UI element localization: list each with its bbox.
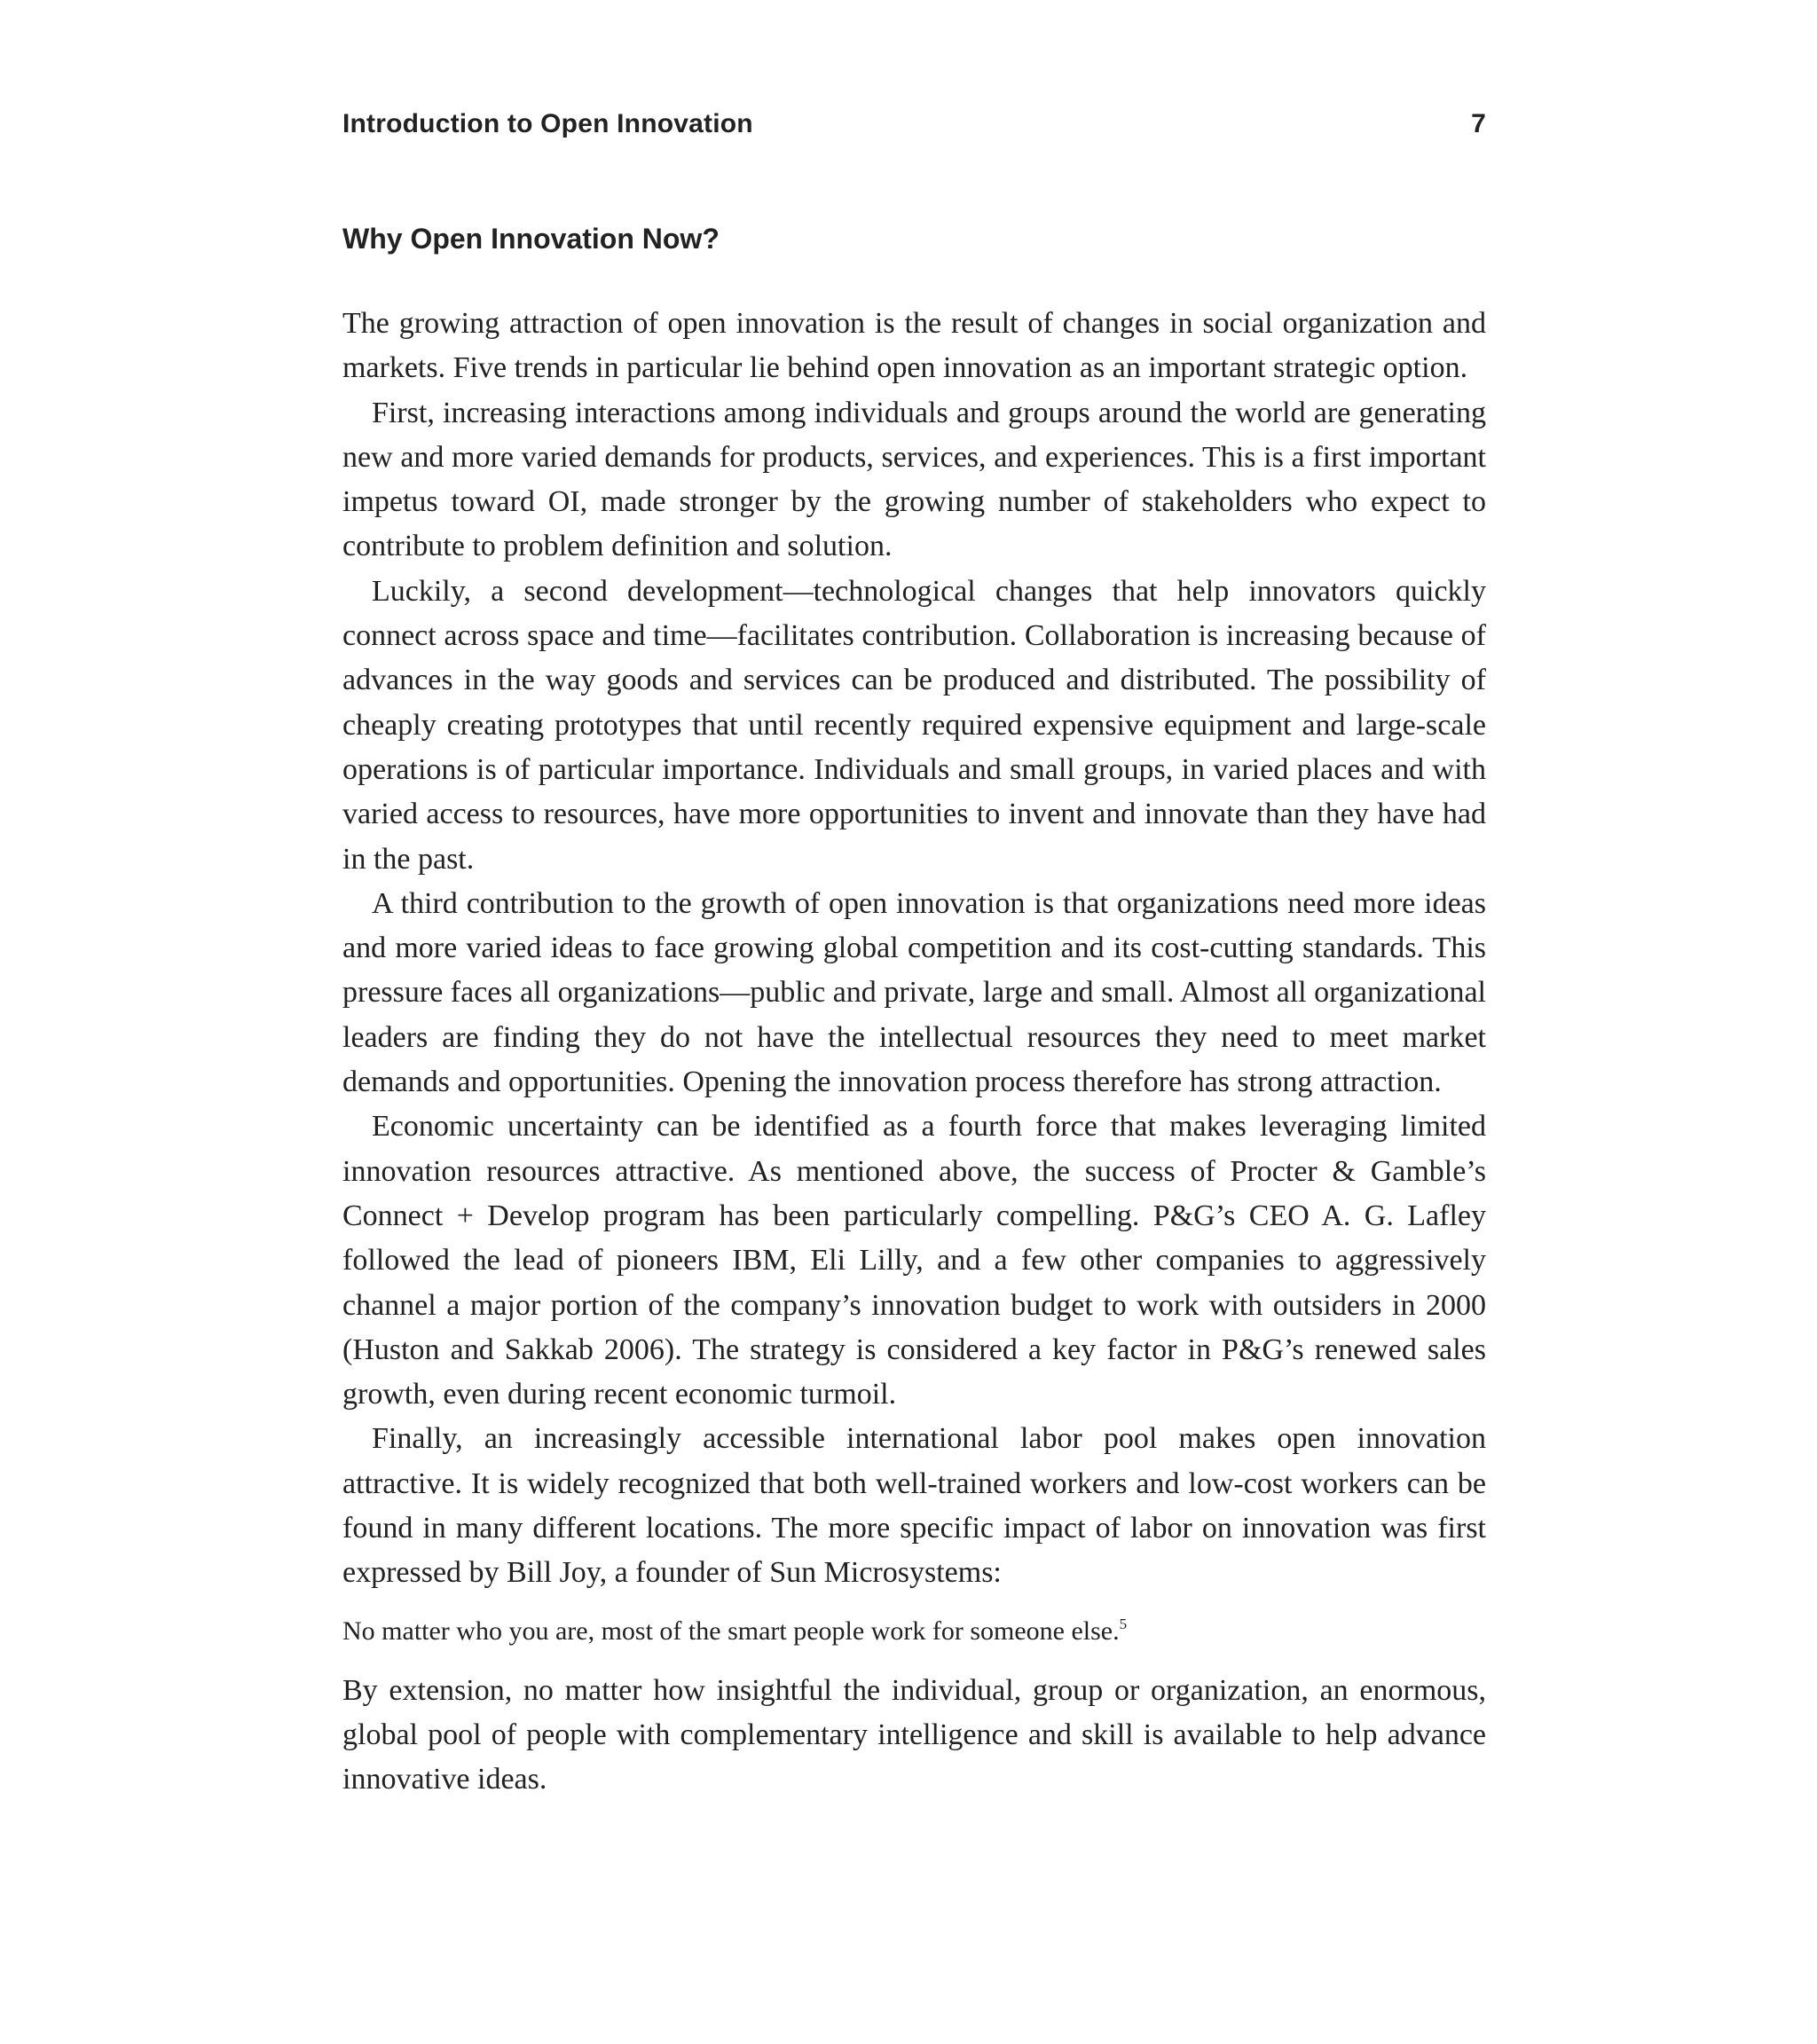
running-head-title: Introduction to Open Innovation: [342, 109, 753, 138]
paragraph-second-trend: Luckily, a second development—technological changes that help innovators quickly connect across space and time—facilitates contribution. Collaboration is increasing because of advances in the way goods and services can be produced and distributed. The possibility of cheaply creating prototypes that until recently required expensive equipment and large-scale operations is of particular importance. Individuals and small groups, in varied places and with varied access to resources, have more opportunities to invent and innovate than they have had in the past.: [342, 574, 1486, 876]
paragraph-intro: The growing attraction of open innovation is the result of changes in social organization and markets. Five trends in particular lie behind open innovation as an important strategic option.: [342, 307, 1486, 385]
running-head: [342, 105, 1486, 144]
block-quote: [342, 1612, 1486, 1651]
paragraph-fourth-trend: Economic uncertainty can be identified as a fourth force that makes leveraging limited innovation resources attractive. As mentioned above, the success of Procter & Gamble’s Connect + Develop program has been particularly compelling. P&G’s CEO A. G. Lafley followed the lead of pioneers IBM, Eli Lilly, and a few other companies to aggressively channel a major portion of the company’s innovation budget to work with outsiders in 2000 (Huston and Sakkab 2006). The strategy is considered a key factor in P&G’s renewed sales growth, even during recent economic turmoil.: [342, 1110, 1486, 1411]
paragraph-third-trend: A third contribution to the growth of open innovation is that organizations need more ideas and more varied ideas to face growing global competition and its cost-cutting standards. This pressure faces all organizations—public and private, large and small. Almost all organizational leaders are finding they do not have the intellectual resources they need to meet market demands and opportunities. Opening the innovation process therefore has strong attraction.: [342, 886, 1486, 1099]
page-number: 7: [1471, 109, 1486, 138]
quote-text: No matter who you are, most of the smart people work for someone else.: [342, 1616, 1120, 1646]
paragraph-fifth-trend: Finally, an increasingly accessible international labor pool makes open innovation attractive. It is widely recognized that both well-trained workers and low-cost workers can be found in many different locations. The more specific impact of labor on innovation was first expressed by Bill Joy, a founder of Sun Microsystems:: [342, 1422, 1486, 1590]
body-text: [342, 302, 1486, 1803]
footnote-marker[interactable]: 5: [1119, 1615, 1128, 1632]
paragraph-first-trend: First, increasing interactions among individuals and groups around the world are generating new and more varied demands for products, services, and experiences. This is a first important impetus toward OI, made stronger by the growing number of stakeholders who expect to contribute to problem definition and solution.: [342, 396, 1486, 563]
paragraph-closing: By extension, no matter how insightful the individual, group or organization, an enormous, global pool of people with complementary intelligence and skill is available to help advance innovative ideas.: [342, 1673, 1486, 1796]
section-heading: Why Open Innovation Now?: [342, 223, 720, 255]
book-page: [342, 105, 1486, 1803]
